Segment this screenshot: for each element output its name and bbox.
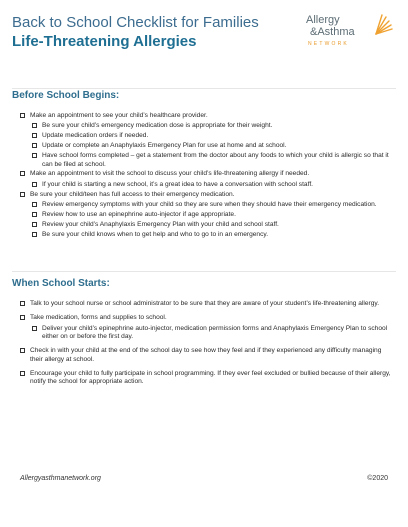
checklist-item bbox=[20, 347, 392, 364]
section-title-before: Before School Begins: bbox=[12, 90, 120, 101]
checkbox-icon bbox=[32, 212, 37, 217]
checkbox-icon bbox=[32, 222, 37, 227]
divider bbox=[12, 271, 396, 272]
checkbox-icon bbox=[32, 133, 37, 138]
page-title: Back to School Checklist for Families bbox=[12, 14, 259, 31]
website-url: Allergyasthmanetwork.org bbox=[20, 475, 101, 482]
checklist-subitem-text: Review your child’s Anaphylaxis Emergency Plan with your child and school staff. bbox=[42, 220, 279, 228]
checkbox-icon bbox=[20, 113, 25, 118]
checkbox-icon bbox=[20, 315, 25, 320]
checklist-subitem-text: If your child is starting a new school, it’s a great idea to have a conversation with school staff. bbox=[42, 180, 313, 188]
sunburst-icon bbox=[372, 12, 394, 38]
checklist-item bbox=[20, 300, 392, 308]
checklist-item bbox=[20, 314, 392, 322]
checkbox-icon bbox=[32, 326, 37, 331]
copyright: ©2020 bbox=[367, 475, 388, 482]
checklist-subitem-text: Have school forms completed – get a statement from the doctor about any foods to which your child is allergic so that it can be filed at school. bbox=[42, 152, 389, 168]
checklist-subitem-text: Update or complete an Anaphylaxis Emergency Plan for use at home and at school. bbox=[42, 142, 287, 150]
when-checklist bbox=[20, 300, 392, 393]
page-subtitle: Life-Threatening Allergies bbox=[12, 33, 197, 50]
checklist-subitem bbox=[20, 152, 392, 169]
header bbox=[12, 14, 312, 51]
checklist-item-text: Take medication, forms and supplies to school. bbox=[30, 314, 167, 322]
checklist-subitem bbox=[20, 122, 392, 130]
checklist-item bbox=[20, 170, 392, 178]
checkbox-icon bbox=[20, 301, 25, 306]
before-checklist bbox=[20, 112, 392, 241]
checklist-subitem bbox=[20, 325, 392, 342]
checklist-item-text: Make an appointment to see your child’s healthcare provider. bbox=[30, 112, 208, 119]
logo bbox=[300, 12, 396, 62]
checklist-subitem-text: Update medication orders if needed. bbox=[42, 132, 149, 140]
checkbox-icon bbox=[32, 202, 37, 207]
checklist-subitem bbox=[20, 181, 392, 189]
checklist-subitem bbox=[20, 142, 392, 150]
logo-text-network: NETWORK bbox=[308, 41, 349, 47]
checklist-item-text: Talk to your school nurse or school administrator to be sure that they are aware of your student’s life-threatening allergy. bbox=[30, 300, 380, 307]
checkbox-icon bbox=[32, 182, 37, 187]
checklist-subitem bbox=[20, 211, 392, 219]
divider bbox=[12, 88, 396, 89]
checklist-subitem-text: Be sure your child knows when to get help and who to go to in an emergency. bbox=[42, 230, 269, 238]
checklist-item-text: Encourage your child to fully participate in school programming. If they ever feel excluded or bullied because of their allergy, notify the school for appropriate action. bbox=[30, 369, 391, 386]
checklist-subitem-text: Review emergency symptoms with your child so they are sure when they should have their emergency medication. bbox=[42, 201, 377, 209]
logo-text-allergy: Allergy bbox=[306, 14, 340, 26]
section-title-when: When School Starts: bbox=[12, 278, 110, 289]
checkbox-icon bbox=[32, 153, 37, 158]
checkbox-icon bbox=[20, 348, 25, 353]
checklist-item-text: Check in with your child at the end of the school day to see how they feel and if they experienced any difficulty managing their allergy at school. bbox=[30, 347, 382, 363]
checklist-subitem-text: Review how to use an epinephrine auto-injector if age appropriate. bbox=[42, 211, 236, 219]
checklist-item bbox=[20, 112, 392, 120]
checkbox-icon bbox=[20, 371, 25, 376]
checklist-subitem bbox=[20, 201, 392, 209]
checklist-item bbox=[20, 191, 392, 199]
logo-text-asthma: &Asthma bbox=[310, 26, 355, 38]
checklist-subitem bbox=[20, 132, 392, 140]
checklist-subitem-text: Deliver your child’s epinephrine auto-injector, medication permission forms and Anaphylaxis Emergency Plan to school either on or before the first day. bbox=[42, 324, 388, 341]
checklist-subitem bbox=[20, 231, 392, 239]
checkbox-icon bbox=[32, 123, 37, 128]
checkbox-icon bbox=[20, 192, 25, 197]
checklist-item bbox=[20, 370, 392, 387]
checklist-item-text: Be sure your child/teen has full access to their emergency medication. bbox=[30, 190, 235, 198]
checklist-subitem bbox=[20, 221, 392, 229]
checklist-item-text: Make an appointment to visit the school to discuss your child’s life-threatening allergy if needed. bbox=[30, 170, 310, 178]
checkbox-icon bbox=[20, 171, 25, 176]
checklist-subitem-text: Be sure your child’s emergency medication dose is appropriate for their weight. bbox=[42, 122, 273, 130]
checkbox-icon bbox=[32, 143, 37, 148]
checkbox-icon bbox=[32, 232, 37, 237]
